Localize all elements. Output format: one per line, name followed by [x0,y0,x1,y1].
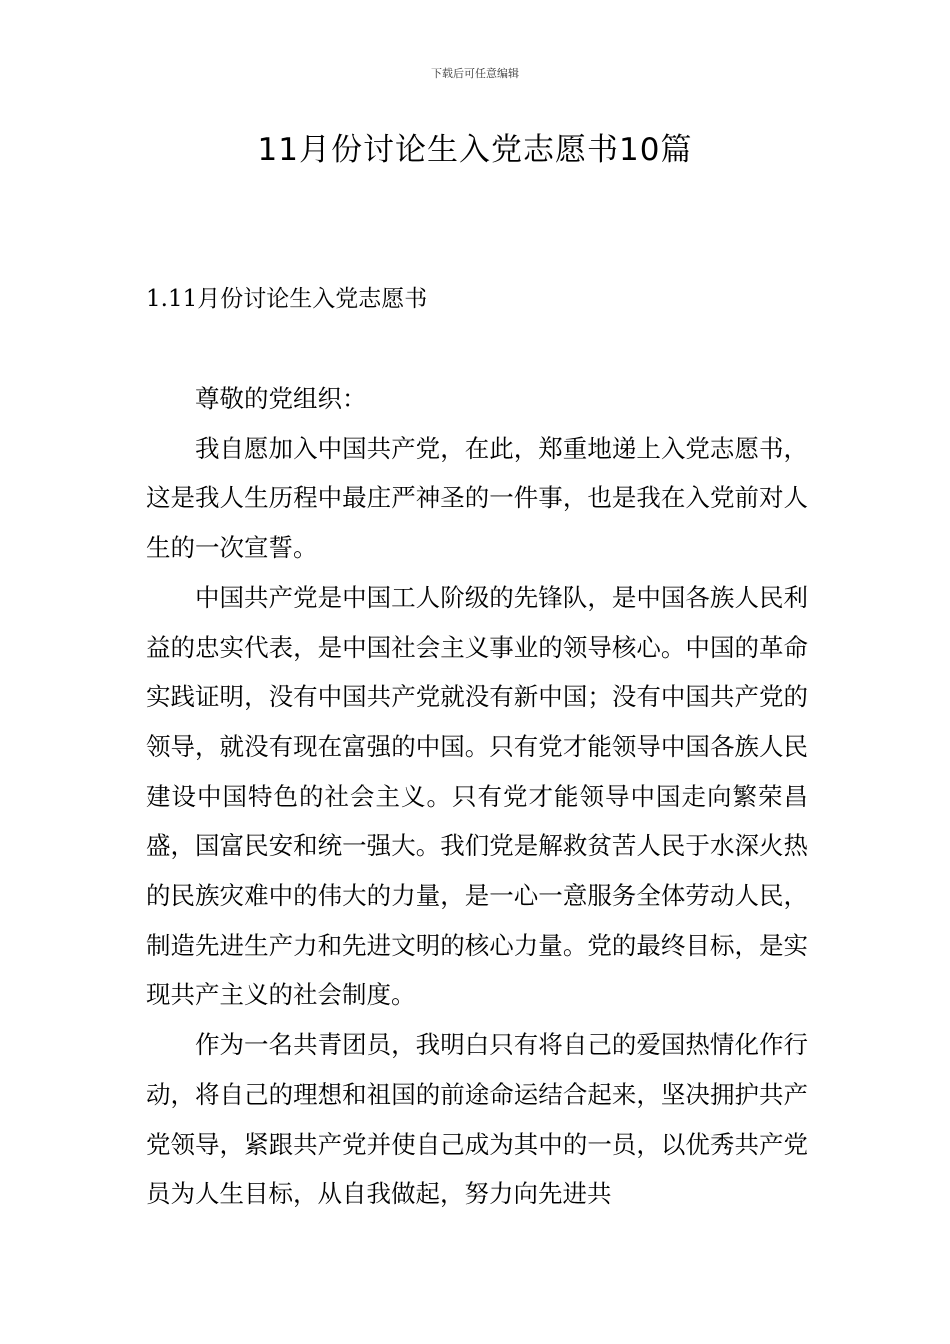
header-note: 下载后可任意编辑 [431,67,519,80]
document-title: 11月份讨论生入党志愿书10篇 [257,132,693,168]
salutation: 尊敬的党组织： [195,384,367,413]
paragraph-1: 我自愿加入中国共产党，在此，郑重地递上入党志愿书，这是我人生历程中最庄严神圣的一件事，也是我在入党前对人生的一次宣誓。 [146,433,808,563]
section-heading: 1.11月份讨论生入党志愿书 [146,286,428,312]
paragraph-3: 作为一名共青团员，我明白只有将自己的爱国热情化作行动，将自己的理想和祖国的前途命运结合起来，坚决拥护共产党领导，紧跟共产党并使自己成为其中的一员，以优秀共产党员为人生目标，从自我做起，努力向先进共 [146,1030,808,1209]
letter-body [146,374,808,1219]
paragraph-2: 中国共产党是中国工人阶级的先锋队，是中国各族人民利益的忠实代表，是中国社会主义事业的领导核心。中国的革命实践证明，没有中国共产党就没有新中国；没有中国共产党的领导，就没有现在富强的中国。只有党才能领导中国各族人民建设中国特色的社会主义。只有党才能领导中国走向繁荣昌盛，国富民安和统一强大。我们党是解救贫苦人民于水深火热的民族灾难中的伟大的力量，是一心一意服务全体劳动人民，制造先进生产力和先进文明的核心力量。党的最终目标，是实现共产主义的社会制度。 [146,582,808,1010]
